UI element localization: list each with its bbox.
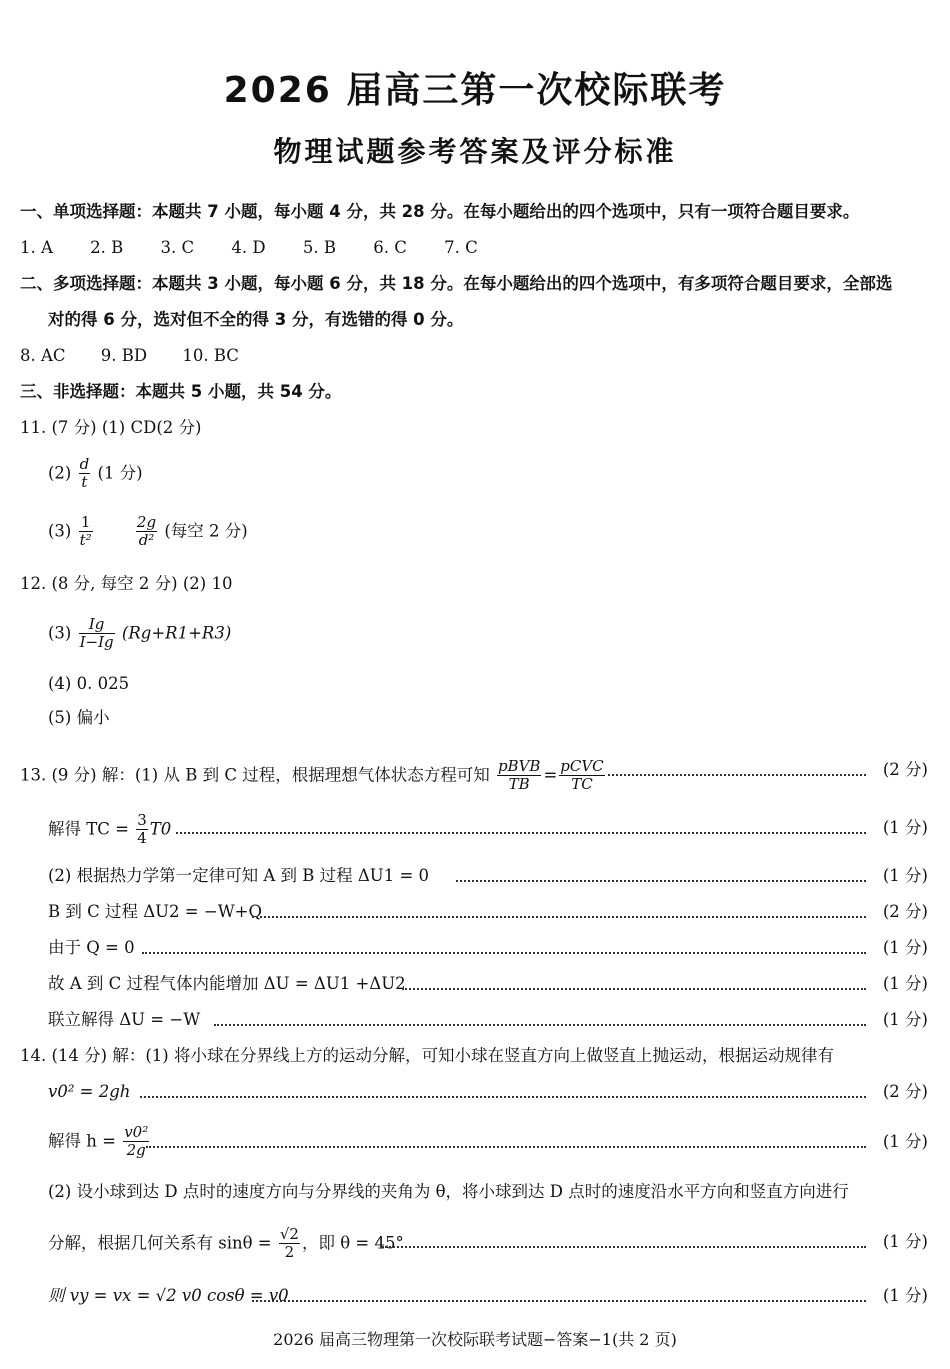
q11-line1: 11. (7 分) (1) CD(2 分)	[20, 418, 202, 437]
q13-line4-score: (2 分)	[882, 902, 928, 921]
q14-line3-score: (1 分)	[882, 1132, 928, 1151]
q11-part2-label: (2)	[48, 463, 72, 483]
answer-4: 4. D	[231, 238, 266, 257]
q13-line2	[48, 812, 171, 848]
fraction-denominator: 2	[284, 1243, 295, 1262]
q12-part3-label: (3)	[48, 623, 72, 643]
q13-line5-score: (1 分)	[882, 938, 928, 957]
q12-part3-fraction	[79, 616, 115, 652]
q13-line2-score: (1 分)	[882, 818, 928, 837]
q13-rhs-fraction	[559, 758, 604, 794]
leader-dots	[456, 880, 866, 882]
section-2-heading-line1: 二、多项选择题：本题共 3 小题，每小题 6 分，共 18 分。在每小题给出的四个选项中，有多项符合题目要求，全部选	[20, 274, 893, 293]
q11-part3-label: (3)	[48, 521, 72, 541]
q14-line5-tail: ，即 θ = 45°	[301, 1233, 404, 1253]
q13-line3: (2) 根据热力学第一定律可知 A 到 B 过程 ΔU1 = 0	[48, 866, 430, 885]
leader-dots	[402, 988, 866, 990]
leader-dots	[142, 952, 866, 954]
leader-dots	[382, 1246, 866, 1248]
q14-line3-text: 解得 h =	[48, 1131, 116, 1151]
q14-line2-score: (2 分)	[882, 1082, 928, 1101]
q13-line7-score: (1 分)	[882, 1010, 928, 1029]
q11-part3-fraction-2	[136, 514, 157, 550]
q14-line6-score: (1 分)	[882, 1286, 928, 1305]
page-footer: 2026 届高三物理第一次校际联考试题−答案−1(共 2 页)	[273, 1330, 677, 1349]
fraction-denominator: t	[81, 473, 88, 492]
leader-dots	[608, 774, 866, 776]
fraction-numerator: v0²	[124, 1123, 149, 1141]
fraction-numerator: 1	[79, 514, 93, 532]
q13-line2-text: 解得 TC =	[48, 819, 129, 839]
q12-part3	[48, 616, 231, 652]
section-1-heading: 一、单项选择题：本题共 7 小题，每小题 4 分，共 28 分。在每小题给出的四个选项中，只有一项符合题目要求。	[20, 202, 860, 221]
q14-line4: (2) 设小球到达 D 点时的速度方向与分界线的夹角为 θ，将小球到达 D 点时的速度沿水平方向和竖直方向进行	[48, 1182, 849, 1201]
q12-part5: (5) 偏小	[48, 708, 110, 727]
page-subtitle: 物理试题参考答案及评分标准	[273, 135, 677, 168]
q14-line5	[48, 1226, 404, 1262]
q13-lhs-fraction	[497, 758, 541, 794]
section-3-heading: 三、非选择题：本题共 5 小题，共 54 分。	[20, 382, 342, 401]
leader-dots	[252, 1300, 866, 1302]
page-title: 2026 届高三第一次校际联考	[223, 70, 727, 111]
section-2-heading-line2: 对的得 6 分，选对但不全的得 3 分，有选错的得 0 分。	[48, 310, 464, 329]
q13-line2-tail: T0	[149, 819, 172, 839]
fraction-numerator: pBVB	[497, 757, 541, 775]
answer-8: 8. AC	[20, 346, 66, 365]
fraction-denominator: d²	[138, 531, 155, 550]
leader-dots	[176, 832, 866, 834]
q14-line2: v0² = 2gh	[48, 1082, 131, 1101]
section-1-answers	[20, 240, 478, 257]
q13-line1: 13. (9 分) 解：(1) 从 B 到 C 过程，根据理想气体状态方程可知 $\frac{\text{pBVB}}{TB}$ = $\frac{\text{pCVC}}{TC}$	[20, 757, 604, 794]
q12-part4: (4) 0. 025	[48, 674, 130, 693]
q13-line2-fraction	[136, 812, 148, 848]
answer-5: 5. B	[302, 238, 336, 257]
answer-2: 2. B	[90, 238, 124, 257]
q14-line5-text: 分解，根据几何关系有 sinθ =	[48, 1233, 272, 1253]
q12-line1: 12. (8 分, 每空 2 分) (2) 10	[20, 574, 233, 593]
q13-line6: 故 A 到 C 过程气体内能增加 ΔU = ΔU1 +ΔU2	[48, 974, 406, 993]
q13-line4: B 到 C 过程 ΔU2 = −W+Q	[48, 902, 263, 921]
q11-part2-score: (1 分)	[97, 463, 143, 483]
q14-line5-fraction	[279, 1226, 300, 1262]
leader-dots	[252, 916, 866, 918]
q12-part3-expression: (Rg+R1+R3)	[121, 623, 232, 643]
answer-10: 10. BC	[182, 346, 239, 365]
fraction-numerator: √2	[279, 1225, 299, 1243]
q13-line1-text: 13. (9 分) 解：(1) 从 B 到 C 过程，根据理想气体状态方程可知	[20, 765, 490, 785]
q11-part3-score: (每空 2 分)	[164, 521, 248, 541]
fraction-denominator: 4	[137, 829, 147, 848]
q14-line3	[48, 1124, 151, 1160]
section-2-answers	[20, 348, 239, 365]
fraction-numerator: Ig	[79, 616, 115, 634]
q11-part3-fraction-1	[79, 514, 93, 550]
fraction-numerator: pCVC	[560, 757, 604, 775]
q14-line6: 则 vy = vx = √2 v0 cosθ = v0	[48, 1286, 289, 1305]
leader-dots	[140, 1096, 866, 1098]
q11-part2	[48, 456, 143, 492]
q11-part2-fraction	[79, 456, 91, 492]
q14-line1: 14. (14 分) 解：(1) 将小球在分界线上方的运动分解，可知小球在竖直方向上做竖直上抛运动，根据运动规律有	[20, 1046, 834, 1065]
q13-line6-score: (1 分)	[882, 974, 928, 993]
fraction-denominator: I−Ig	[79, 633, 114, 652]
q14-line5-score: (1 分)	[882, 1232, 928, 1251]
answer-9: 9. BD	[100, 346, 148, 365]
leader-dots	[146, 1146, 866, 1148]
answer-7: 7. C	[444, 238, 478, 257]
q14-line3-fraction	[123, 1124, 149, 1160]
answer-1: 1. A	[20, 238, 53, 257]
fraction-numerator: 2g	[136, 513, 157, 531]
fraction-denominator: 2g	[126, 1141, 146, 1160]
q13-line3-score: (1 分)	[882, 866, 928, 885]
fraction-denominator: TB	[508, 775, 530, 794]
leader-dots	[214, 1024, 866, 1026]
fraction-denominator: TC	[571, 775, 593, 794]
q13-line5: 由于 Q = 0	[48, 938, 135, 957]
q13-line1-score: (2 分)	[882, 760, 928, 779]
fraction-numerator: d	[79, 455, 90, 473]
fraction-denominator: t²	[79, 531, 92, 550]
fraction-numerator: 3	[137, 811, 147, 829]
answer-6: 6. C	[373, 238, 407, 257]
q11-part3	[48, 514, 248, 550]
answer-3: 3. C	[160, 238, 195, 257]
q13-line7: 联立解得 ΔU = −W	[48, 1010, 201, 1029]
